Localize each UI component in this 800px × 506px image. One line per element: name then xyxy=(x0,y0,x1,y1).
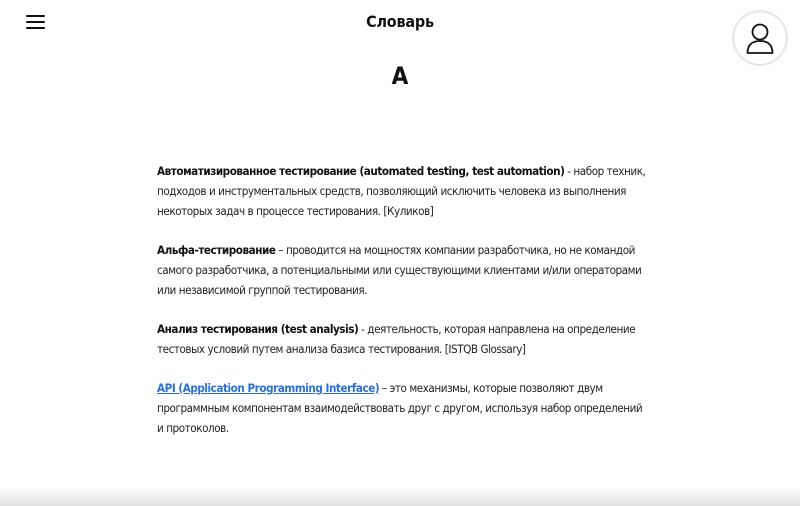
glossary-entries xyxy=(157,161,647,457)
user-icon xyxy=(746,22,774,54)
entry-definition: – это механизмы, которые позволяют двум программным компонентам взаимодействовать друг с другом, используя набор определений и протоколов. xyxy=(157,381,643,435)
glossary-entry xyxy=(157,240,647,300)
entry-term: Автоматизированное тестирование (automated testing, test automation) xyxy=(157,164,565,178)
entry-term-link[interactable]: API (Application Programming Interface) xyxy=(157,381,380,395)
entry-term: Альфа-тестирование xyxy=(157,243,276,257)
glossary-entry xyxy=(157,161,647,221)
entry-definition: - деятельность, которая направлена на определение тестовых условий путем анализа базиса тестирования. [ISTQB Glossary] xyxy=(157,322,636,356)
glossary-entry xyxy=(157,319,647,359)
page-title: Словарь xyxy=(366,12,434,31)
bottom-edge-shadow xyxy=(0,488,800,506)
entry-definition: - набор техник, подходов и инструментальных средств, позволяющий исключить человека из выполнения некоторых задач в процессе тестирования. [Куликов] xyxy=(157,164,646,218)
user-profile-button[interactable] xyxy=(734,12,786,64)
glossary-entry xyxy=(157,378,647,438)
entry-term: Анализ тестирования (test analysis) xyxy=(157,322,359,336)
entry-definition: – проводится на мощностях компании разработчика, но не командой самого разработчика, а потенциальными или существующими клиентами и/или операторами или независимой группой тестирования. xyxy=(157,243,642,297)
section-letter-heading: А xyxy=(391,62,409,90)
